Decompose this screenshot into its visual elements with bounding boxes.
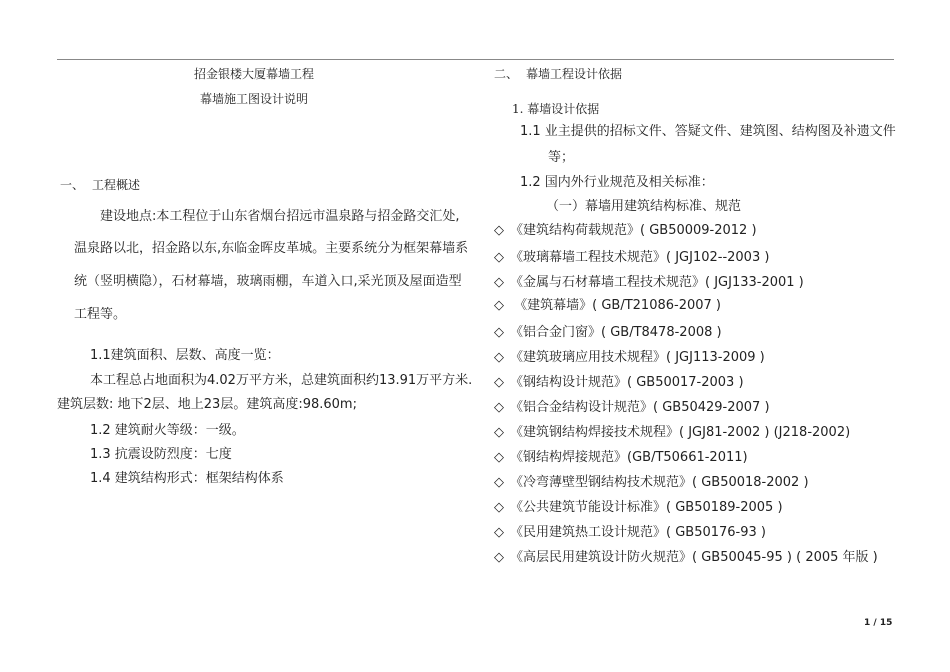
standard-item <box>494 349 765 367</box>
standard-text: 《民用建筑热工设计规范》( GB50176-93 ) <box>510 525 766 540</box>
diamond-icon: ◇ <box>494 400 504 415</box>
standard-text: 《建筑钢结构焊接技术规程》( JGJ81-2002 ) (J218-2002) <box>510 425 851 440</box>
standard-text: 《钢结构设计规范》( GB50017-2003 ) <box>510 375 744 390</box>
standard-item <box>494 222 757 240</box>
diamond-icon: ◇ <box>494 550 504 565</box>
standards-subheading: （一）幕墙用建筑结构标准、规范 <box>546 199 742 214</box>
standard-item <box>494 274 804 292</box>
standard-text: 《高层民用建筑设计防火规范》( GB50045-95 ) ( 2005 年版 ) <box>510 550 878 565</box>
diamond-icon: ◇ <box>494 375 504 390</box>
area-line-2: 建筑层数: 地下2层、地上23层。建筑高度:98.60m; <box>57 397 357 412</box>
diamond-icon: ◇ <box>494 275 504 290</box>
subsection-1-3: 1.3 抗震设防烈度：七度 <box>90 447 232 462</box>
diamond-icon: ◇ <box>494 298 504 313</box>
standard-text: 《铝合金门窗》( GB/T8478-2008 ) <box>510 325 722 340</box>
item-1-1-continued: 等； <box>548 150 575 165</box>
standard-text: 《金属与石材幕墙工程技术规范》( JGJ133-2001 ) <box>510 275 804 290</box>
standard-text: 《钢结构焊接规范》(GB/T50661-2011) <box>510 450 748 465</box>
item-1-1: 1.1 业主提供的招标文件、答疑文件、建筑图、结构图及补遗文件 <box>520 124 896 139</box>
standard-item <box>494 424 850 442</box>
diamond-icon: ◇ <box>494 350 504 365</box>
item-1-2: 1.2 国内外行业规范及相关标准： <box>520 175 714 190</box>
header-rule <box>57 59 894 60</box>
diamond-icon: ◇ <box>494 250 504 265</box>
diamond-icon: ◇ <box>494 450 504 465</box>
area-line-1: 本工程总占地面积为4.02万平方米，总建筑面积约13.91万平方米. <box>90 373 473 388</box>
subsection-1-2: 1.2 建筑耐火等级：一级。 <box>90 423 245 438</box>
page-indicator: 1 / 15 <box>864 618 893 628</box>
section-2-title: 幕墙工程设计依据 <box>526 67 623 81</box>
standard-item <box>494 474 809 492</box>
standard-item <box>494 449 748 467</box>
standard-text: 《建筑结构荷载规范》( GB50009-2012 ) <box>510 223 757 238</box>
subsection-1-1: 1.1建筑面积、层数、高度一览： <box>90 348 280 363</box>
standard-text: 《冷弯薄壁型钢结构技术规范》( GB50018-2002 ) <box>510 475 809 490</box>
diamond-icon: ◇ <box>494 500 504 515</box>
overview-paragraph-line: 统（竖明横隐），石材幕墙，玻璃雨棚，车道入口,采光顶及屋面造型 <box>74 274 462 289</box>
standard-item <box>494 399 770 417</box>
standard-text: 《建筑玻璃应用技术规程》( JGJ113-2009 ) <box>510 350 765 365</box>
diamond-icon: ◇ <box>494 223 504 238</box>
document-title: 招金银楼大厦幕墙工程 <box>194 67 315 81</box>
diamond-icon: ◇ <box>494 425 504 440</box>
standard-text: 《玻璃幕墙工程技术规范》( JGJ102--2003 ) <box>510 250 770 265</box>
standard-item <box>494 297 721 315</box>
standard-item <box>494 324 722 342</box>
standard-item <box>494 374 744 392</box>
overview-paragraph-line: 工程等。 <box>74 307 127 322</box>
overview-paragraph-line: 建设地点:本工程位于山东省烟台招远市温泉路与招金路交汇处, <box>100 209 460 224</box>
standard-item <box>494 249 769 267</box>
standard-item <box>494 549 878 567</box>
overview-paragraph-line: 温泉路以北，招金路以东,东临金晖皮革城。主要系统分为框架幕墙系 <box>74 241 469 256</box>
diamond-icon: ◇ <box>494 325 504 340</box>
section-1-title: 工程概述 <box>92 178 141 192</box>
diamond-icon: ◇ <box>494 475 504 490</box>
document-subtitle: 幕墙施工图设计说明 <box>200 92 309 106</box>
item-1-heading: 1. 幕墙设计依据 <box>512 102 600 116</box>
standard-text: 《建筑幕墙》( GB/T21086-2007 ) <box>510 298 721 313</box>
subsection-1-4: 1.4 建筑结构形式：框架结构体系 <box>90 471 284 486</box>
standard-text: 《公共建筑节能设计标准》( GB50189-2005 ) <box>510 500 783 515</box>
section-2-number: 二、 <box>494 67 519 81</box>
standard-item <box>494 499 783 517</box>
standard-item <box>494 524 766 542</box>
section-1-number: 一、 <box>60 178 85 192</box>
diamond-icon: ◇ <box>494 525 504 540</box>
standard-text: 《铝合金结构设计规范》( GB50429-2007 ) <box>510 400 770 415</box>
